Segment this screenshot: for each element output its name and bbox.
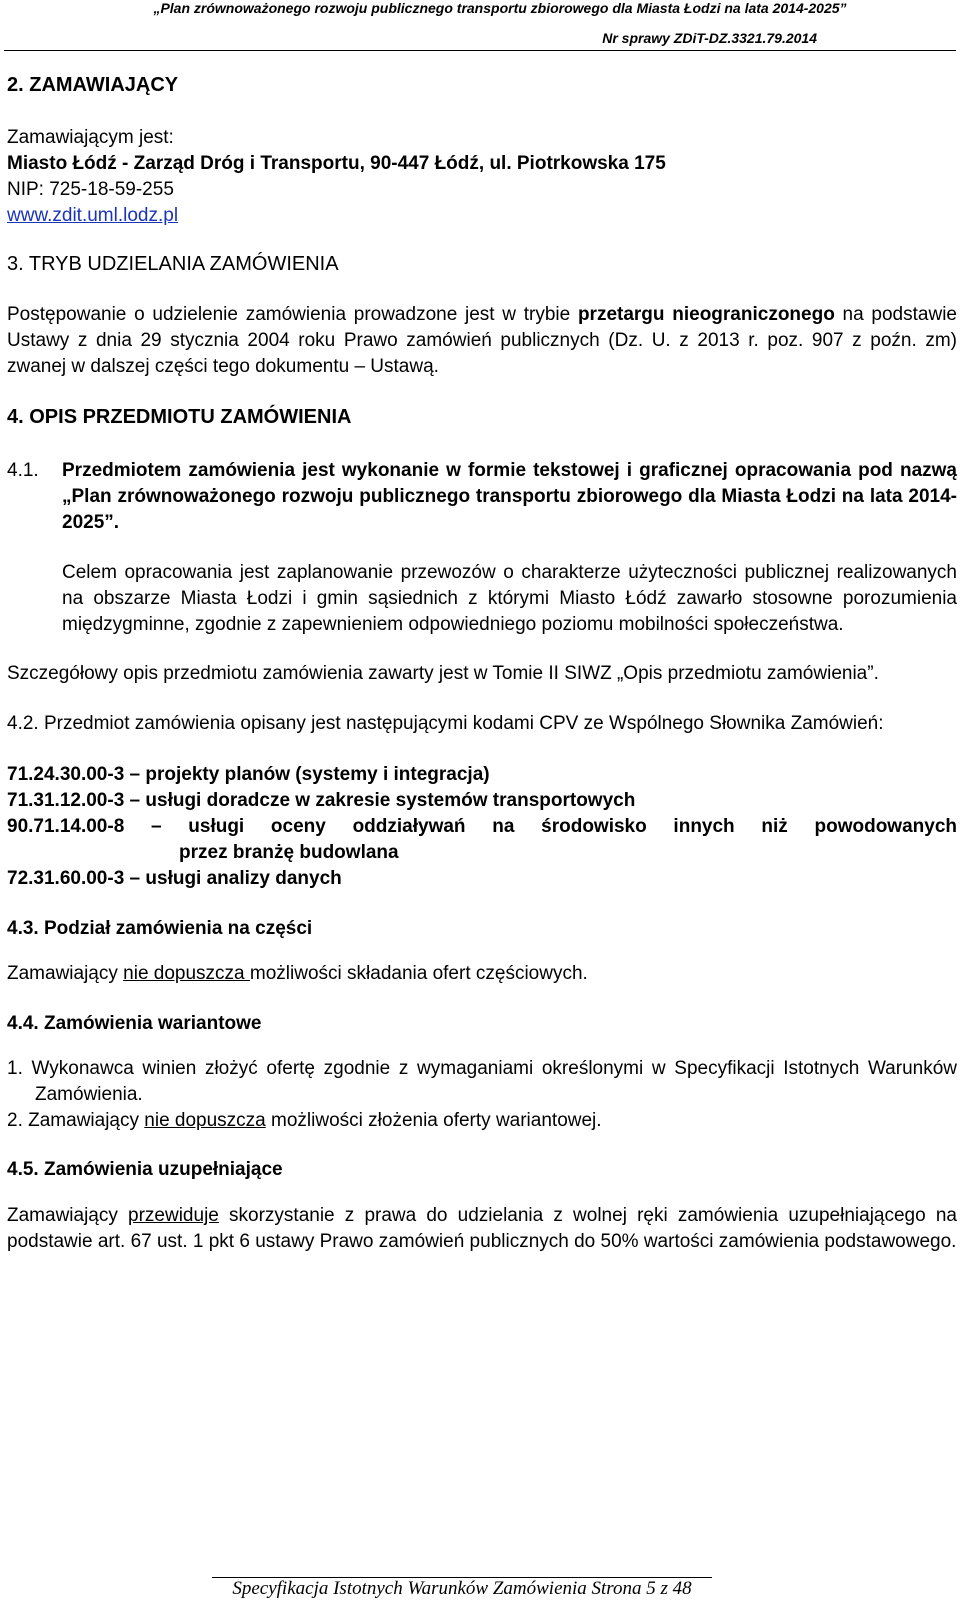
cpv-item: 90.71.14.00-8 – usługi oceny oddziaływań na środowisko innych niż powodowanych (7, 816, 957, 837)
s4-4-heading: 4.4. Zamówienia wariantowe (7, 1013, 262, 1034)
s4-4-underlined: nie dopuszcza (144, 1110, 266, 1131)
s4-1-block (7, 458, 957, 536)
s4-3-heading: 4.3. Podział zamówienia na części (7, 918, 313, 939)
cpv-item: 71.31.12.00-3 – usługi doradcze w zakresie systemów transportowych (7, 790, 636, 811)
page-number: 5 (646, 1578, 656, 1599)
section-3-heading: 3. TRYB UDZIELANIA ZAMÓWIENIA (7, 253, 339, 275)
s4-2-paragraph: 4.2. Przedmiot zamówienia opisany jest następującymi kodami CPV ze Wspólnego Słownika Zamówień: (7, 713, 884, 734)
s4-5-underlined: przewiduje (128, 1205, 219, 1226)
s4-1-number: 4.1. (7, 460, 39, 481)
s4-purpose: Celem opracowania jest zaplanowanie przewozów o charakterze użyteczności publicznej realizowanych na obszarze Miasta Łodzi i gmin sąsiednich z którymi Miasto Łódź zawarło stosowne porozumienia międzygminne, zgodnie z zapewnieniem odpowiedniego poziomu mobilności społeczeństwa. (62, 562, 957, 635)
s3-paragraph: Postępowanie o udzielenie zamówienia prowadzone jest w trybie przetargu nieograniczonego na podstawie Ustawy z dnia 29 stycznia 2004 roku Prawo zamówień publicznych (Dz. U. z 2013 r. poz. 907 z poźn. zm) zwanej w dalszej części tego dokumentu – Ustawą. (7, 304, 957, 377)
s2-website-link[interactable]: www.zdit.uml.lodz.pl (7, 205, 179, 226)
page-total: 48 (672, 1578, 692, 1599)
s4-1-text: Przedmiotem zamówienia jest wykonanie w formie tekstowej i graficznej opracowania pod nazwą „Plan zrównoważonego rozwoju publicznego transportu zbiorowego dla Miasta Łodzi na lata 2014-2025”. (62, 460, 957, 533)
s4-5-heading: 4.5. Zamówienia uzupełniające (7, 1159, 283, 1180)
document-body (7, 72, 957, 1255)
s3-bold-tender: przetargu nieograniczonego (577, 304, 835, 325)
s2-intro: Zamawiającym jest: (7, 127, 174, 148)
header-title: „Plan zrównoważonego rozwoju publicznego transportu zbiorowego dla Miasta Łodzi na lata 2014-2025” (153, 0, 847, 16)
s4-4-item-1: 1. Wykonawca winien złożyć ofertę zgodnie z wymaganiami określonymi w Specyfikacji Istotnych Warunków Zamówienia. (7, 1058, 957, 1105)
section-2-heading: 2. ZAMAWIAJĄCY (7, 74, 179, 96)
s4-4-item-2: 2. Zamawiający nie dopuszcza możliwości złożenia oferty wariantowej. (7, 1110, 602, 1131)
section-4-heading: 4. OPIS PRZEDMIOTU ZAMÓWIENIA (7, 406, 352, 428)
cpv-list (7, 762, 957, 892)
s4-details: Szczegółowy opis przedmiotu zamówienia zawarty jest w Tomie II SIWZ „Opis przedmiotu zamówienia”. (7, 663, 879, 684)
s4-5-paragraph: Zamawiający przewiduje skorzystanie z prawa do udzielania z wolnej ręki zamówienia uzupełniającego na podstawie art. 67 ust. 1 pkt 6 ustawy Prawo zamówień publicznych do 50% wartości zamówienia podstawowego. (7, 1205, 957, 1252)
s2-nip: NIP: 725-18-59-255 (7, 179, 174, 200)
cpv-item-continued: przez branżę budowlana (179, 842, 399, 863)
header-divider (4, 50, 956, 51)
s2-name: Miasto Łódź - Zarząd Dróg i Transportu, 90-447 Łódź, ul. Piotrkowska 175 (7, 153, 666, 174)
cpv-item: 72.31.60.00-3 – usługi analizy danych (7, 868, 342, 889)
footer: Specyfikacja Istotnych Warunków Zamówienia Strona 5 z 48 (232, 1578, 692, 1599)
header-case-number: Nr sprawy ZDiT-DZ.3321.79.2014 (602, 30, 817, 46)
s4-3-underlined: nie dopuszcza (123, 963, 250, 984)
s4-3-paragraph: Zamawiający nie dopuszcza możliwości składania ofert częściowych. (7, 963, 588, 984)
cpv-item: 71.24.30.00-3 – projekty planów (systemy i integracja) (7, 764, 490, 785)
